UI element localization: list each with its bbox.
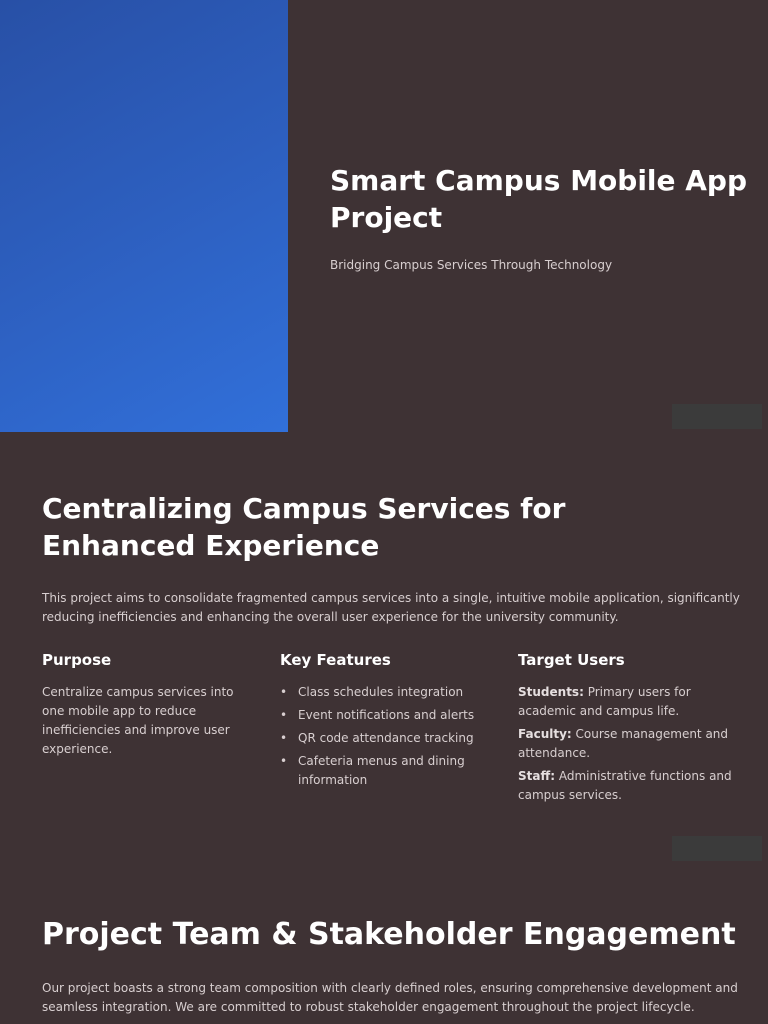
feature-text: Event notifications and alerts	[298, 708, 475, 722]
user-desc: Administrative functions and campus services.	[518, 769, 732, 802]
bullet-icon: •	[280, 754, 288, 768]
user-role: Staff:	[518, 769, 555, 783]
page-subtitle: Bridging Campus Services Through Technology	[330, 258, 613, 272]
user-entry-staff	[518, 767, 733, 805]
slide-tab-1	[672, 404, 762, 429]
user-desc: Course management and attendance.	[518, 727, 729, 760]
section-intro-team: Our project boasts a strong team composition with clearly defined roles, ensuring comprehensive development and seamless integration. We are committed to robust stakeholder engagement throughout the project lifecycle.	[42, 981, 738, 1014]
features-heading: Key Features	[280, 651, 391, 669]
bullet-icon: •	[280, 708, 288, 722]
user-entry-students	[518, 683, 733, 721]
features-column	[280, 650, 490, 794]
list-item	[280, 729, 490, 748]
user-desc: Primary users for academic and campus life.	[518, 685, 691, 718]
page-title: Smart Campus Mobile App Project	[330, 164, 748, 234]
users-heading: Target Users	[518, 651, 625, 669]
bullet-icon: •	[280, 685, 288, 699]
feature-text: QR code attendance tracking	[298, 731, 474, 745]
section-intro-services: This project aims to consolidate fragmented campus services into a single, intuitive mobile application, significantly reducing inefficiencies and enhancing the overall user experience for the university community.	[42, 591, 740, 624]
feature-text: Cafeteria menus and dining information	[298, 754, 465, 787]
features-list	[280, 683, 490, 790]
purpose-text: Centralize campus services into one mobile app to reduce inefficiencies and improve user experience.	[42, 685, 234, 756]
section-title-services: Centralizing Campus Services for Enhanced Experience	[42, 492, 566, 562]
purpose-heading: Purpose	[42, 651, 112, 669]
purpose-column	[42, 650, 242, 759]
bullet-icon: •	[280, 731, 288, 745]
slide-tab-2	[672, 836, 762, 861]
user-role: Faculty:	[518, 727, 572, 741]
section-title-team: Project Team & Stakeholder Engagement	[42, 917, 736, 952]
list-item	[280, 683, 490, 702]
feature-text: Class schedules integration	[298, 685, 464, 699]
users-column	[518, 650, 733, 809]
user-entry-faculty	[518, 725, 733, 763]
user-role: Students:	[518, 685, 584, 699]
list-item	[280, 706, 490, 725]
hero-image	[0, 0, 288, 432]
list-item	[280, 752, 490, 790]
